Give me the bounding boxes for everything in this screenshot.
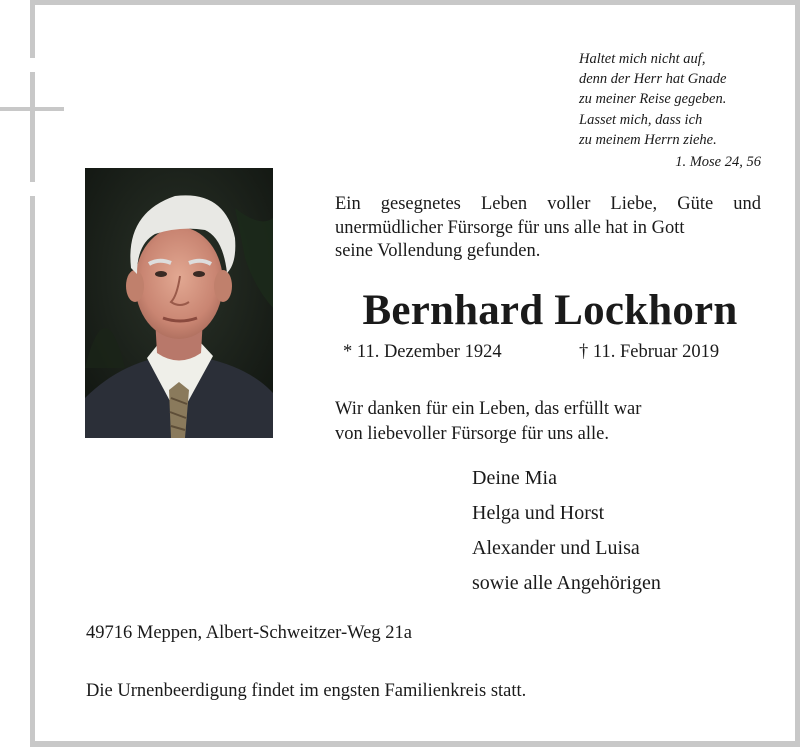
intro-paragraph <box>335 193 761 264</box>
mourners-list <box>472 461 661 601</box>
thanks-paragraph <box>335 397 641 447</box>
frame-bottom-border <box>30 741 800 747</box>
death-date: † 11. Februar 2019 <box>579 342 720 362</box>
frame-right-border <box>795 0 800 747</box>
cross-icon <box>0 107 64 111</box>
mourner-name: Alexander und Luisa <box>472 537 640 559</box>
mourner-name: Helga und Horst <box>472 502 605 524</box>
verse-line: Lasset mich, dass ich <box>579 111 703 128</box>
intro-line: seine Vollendung gefunden. <box>335 241 541 261</box>
verse-line: denn der Herr hat Gnade <box>579 71 727 88</box>
verse-line: zu meiner Reise gegeben. <box>579 91 727 108</box>
verse-line: Haltet mich nicht auf, <box>579 51 706 67</box>
portrait-photo <box>85 168 273 438</box>
thanks-line: von liebevoller Fürsorge für uns alle. <box>335 424 610 444</box>
frame-left-border <box>30 196 35 747</box>
frame-top-border <box>30 0 800 5</box>
intro-line: unermüdlicher Fürsorge für uns alle hat in Gott <box>335 217 685 238</box>
mourner-name: Deine Mia <box>472 467 557 489</box>
frame-left-border <box>30 0 35 58</box>
verse-line: zu meinem Herrn ziehe. <box>579 131 717 148</box>
intro-line: Ein gesegnetes Leben voller Liebe, Güte und <box>335 194 761 214</box>
birth-date: * 11. Dezember 1924 <box>343 342 502 362</box>
burial-note: Die Urnenbeerdigung findet im engsten Familienkreis statt. <box>86 681 527 701</box>
deceased-name: Bernhard Lockhorn <box>362 287 738 334</box>
mourning-address: 49716 Meppen, Albert-Schweitzer-Weg 21a <box>86 623 412 643</box>
bible-verse <box>579 49 779 150</box>
mourner-name: sowie alle Angehörigen <box>472 572 661 594</box>
frame-left-border <box>30 72 35 182</box>
verse-reference: 1. Mose 24, 56 <box>675 154 761 170</box>
thanks-line: Wir danken für ein Leben, das erfüllt war <box>335 399 642 419</box>
